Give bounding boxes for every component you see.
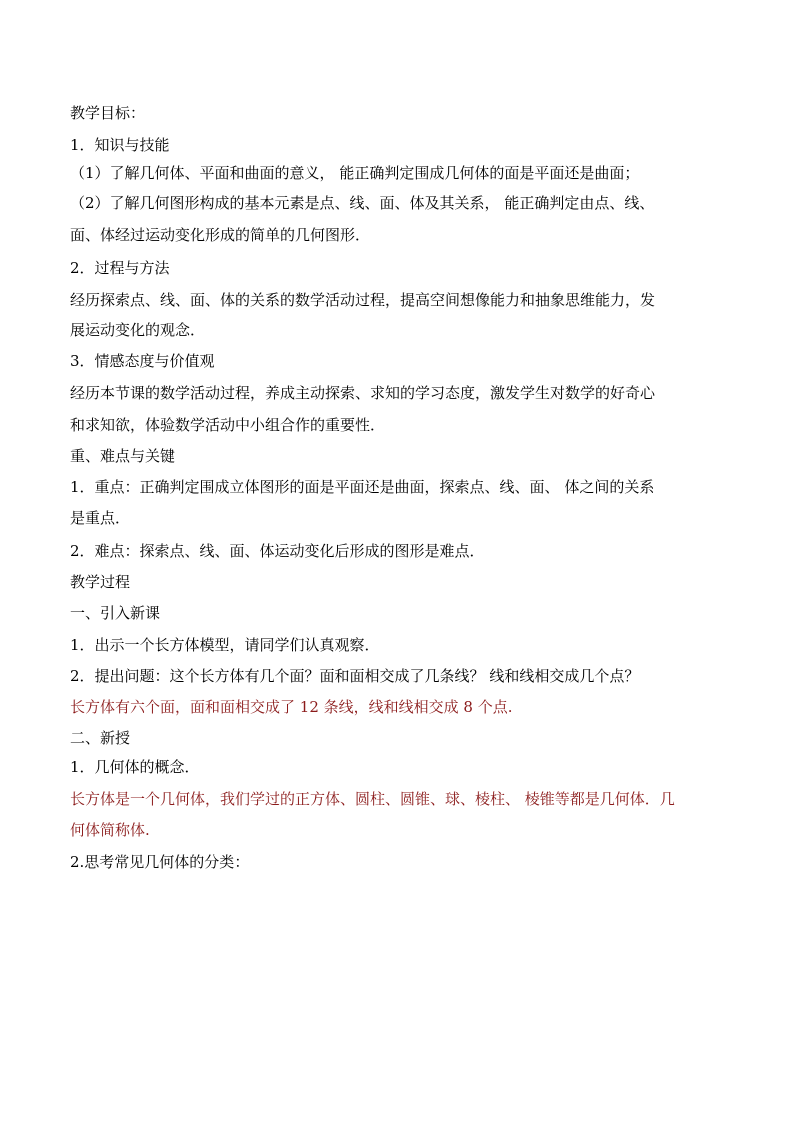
text-line: 2．提出问题：这个长方体有几个面？面和面相交成了几条线？ 线和线相交成几个点？ bbox=[70, 667, 640, 685]
text-line: 教学目标： bbox=[70, 104, 146, 122]
text-line: 经历探索点、线、面、体的关系的数学活动过程，提高空间想像能力和抽象思维能力，发 bbox=[70, 291, 656, 309]
text-line: 展运动变化的观念． bbox=[70, 321, 206, 339]
text-line: 1．出示一个长方体模型，请同学们认真观察． bbox=[70, 636, 380, 654]
text-line: 教学过程 bbox=[70, 573, 131, 591]
text-line: 3．情感态度与价值观 bbox=[70, 352, 215, 370]
text-line: （2）了解几何图形构成的基本元素是点、线、面、体及其关系， 能正确判定由点、线、 bbox=[70, 194, 655, 212]
text-line: 重、难点与关键 bbox=[70, 447, 176, 465]
text-line: 长方体是一个几何体，我们学过的正方体、圆柱、圆锥、球、棱柱、 棱锥等都是几何体．几 bbox=[70, 790, 675, 808]
text-line: 经历本节课的数学活动过程，养成主动探索、求知的学习态度，激发学生对数学的好奇心 bbox=[70, 384, 656, 402]
text-line: 面、体经过运动变化形成的简单的几何图形． bbox=[70, 226, 371, 244]
text-line: 1．重点：正确判定围成立体图形的面是平面还是曲面，探索点、线、面、 体之间的关系 bbox=[70, 478, 655, 496]
text-line: 2.思考常见几何体的分类： bbox=[70, 853, 250, 871]
text-line: 何体简称体. bbox=[70, 821, 150, 839]
text-line: 2．难点：探索点、线、面、体运动变化后形成的图形是难点． bbox=[70, 542, 485, 560]
text-line: 一、引入新课 bbox=[70, 604, 161, 622]
text-line: 1．几何体的概念． bbox=[70, 758, 200, 776]
text-line: 和求知欲，体验数学活动中小组合作的重要性． bbox=[70, 416, 386, 434]
text-line: 2．过程与方法 bbox=[70, 259, 170, 277]
text-line: 1．知识与技能 bbox=[70, 136, 170, 154]
text-line: 长方体有六个面，面和面相交成了 12 条线，线和线相交成 8 个点. bbox=[70, 698, 513, 716]
text-line: （1）了解几何体、平面和曲面的意义， 能正确判定围成几何体的面是平面还是曲面； bbox=[70, 164, 640, 182]
text-line: 二、新授 bbox=[70, 729, 131, 747]
text-line: 是重点． bbox=[70, 509, 131, 527]
